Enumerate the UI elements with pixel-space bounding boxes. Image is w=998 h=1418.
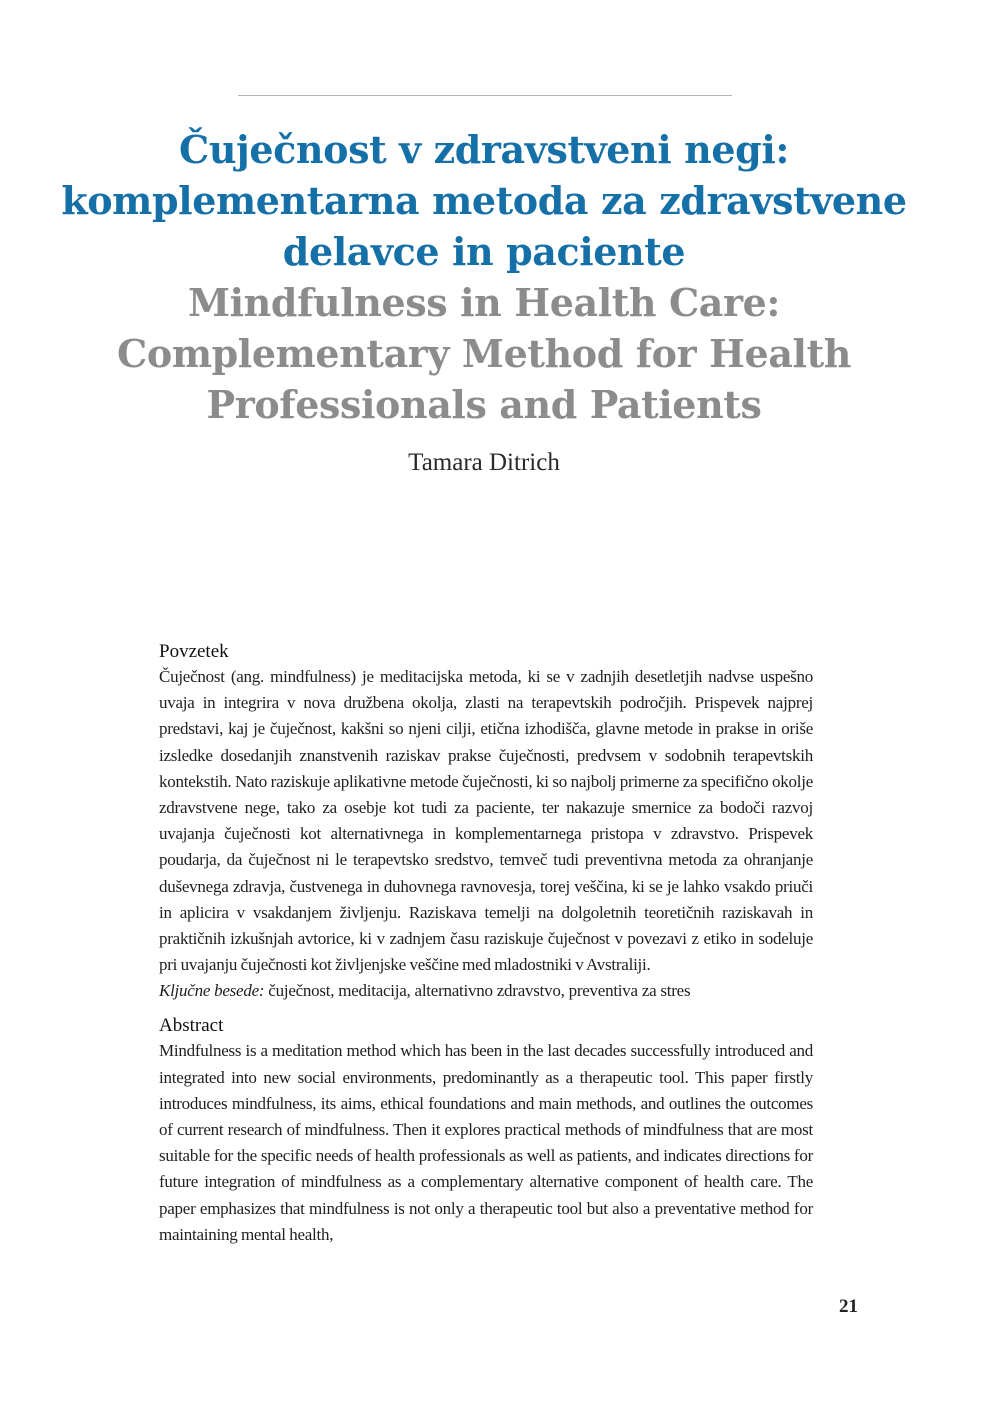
keywords-label: Ključne besede: — [159, 981, 265, 1001]
top-divider — [238, 95, 732, 96]
povzetek-text: Čuječnost (ang. mindfulness) je meditacijska metoda, ki se v zadnjih desetletjih nadvse uspešno uvaja in integrira v nova družbena okolja, zlasti na terapevtskih področjih. Prispevek najprej predstavi, kaj je čuječnost, kakšni so njeni cilji, etična izhodišča, glavne metode in prakse in oriše izsledke dosedanjih znanstvenih raziskav prakse čuječnosti, predvsem v sodobnih terapevtskih kontekstih. Nato raziskuje aplikativne metode čuječnosti, ki so najbolj primerne za specifično okolje zdravstvene nege, tako za osebje kot tudi za paciente, ter nakazuje smernice za bodoči razvoj uvajanja čuječnosti kot alternativnega in komplementarnega pristopa v zdravstvo. Prispevek poudarja, da čuječnost ni le terapevtsko sredstvo, temveč tudi preventivna metoda za ohranjanje duševnega zdravja, čustvenega in duhovnega ravnovesja, torej veščina, ki se je lahko vsakdo priuči in aplicira v vsakdanjem življenju. Raziskava temelji na dolgoletnih teoretičnih raziskavah in praktičnih izkušnjah avtorice, ki v zadnjem času raziskuje čuječnost v povezavi z etiko in sodeluje pri uvajanju čuječnosti kot življenjske veščine med mladostniki v Avstraliji. — [159, 667, 813, 975]
keywords-line — [159, 978, 813, 1004]
title-block — [60, 124, 908, 478]
page-number: 21 — [839, 1296, 858, 1317]
article-body — [159, 640, 813, 1248]
keywords-text: čuječnost, meditacija, alternativno zdravstvo, preventiva za stres — [268, 981, 691, 1001]
title-english: Mindfulness in Health Care: Complementary Method for Health Professionals and Patients — [117, 280, 851, 427]
author-name: Tamara Ditrich — [408, 449, 560, 476]
abstract-heading: Abstract — [159, 1015, 224, 1037]
abstract-text: Mindfulness is a meditation method which has been in the last decades successfully introduced and integrated into new social environments, predominantly as a therapeutic tool. This paper firstly introduces mindfulness, its aims, ethical foundations and main methods, and outlines the outcomes of current research of mindfulness. Then it explores practical methods of mindfulness that are most suitable for the specific needs of health professionals as well as patients, and indicates directions for future integration of mindfulness as a complementary alternative component of health care. The paper emphasizes that mindfulness is not only a therapeutic tool but also a preventative method for maintaining mental health, — [159, 1041, 813, 1244]
povzetek-heading: Povzetek — [159, 641, 229, 662]
title-slovene: Čuječnost v zdravstveni negi: komplementarna metoda za zdravstvene delavce in paciente — [61, 127, 907, 274]
